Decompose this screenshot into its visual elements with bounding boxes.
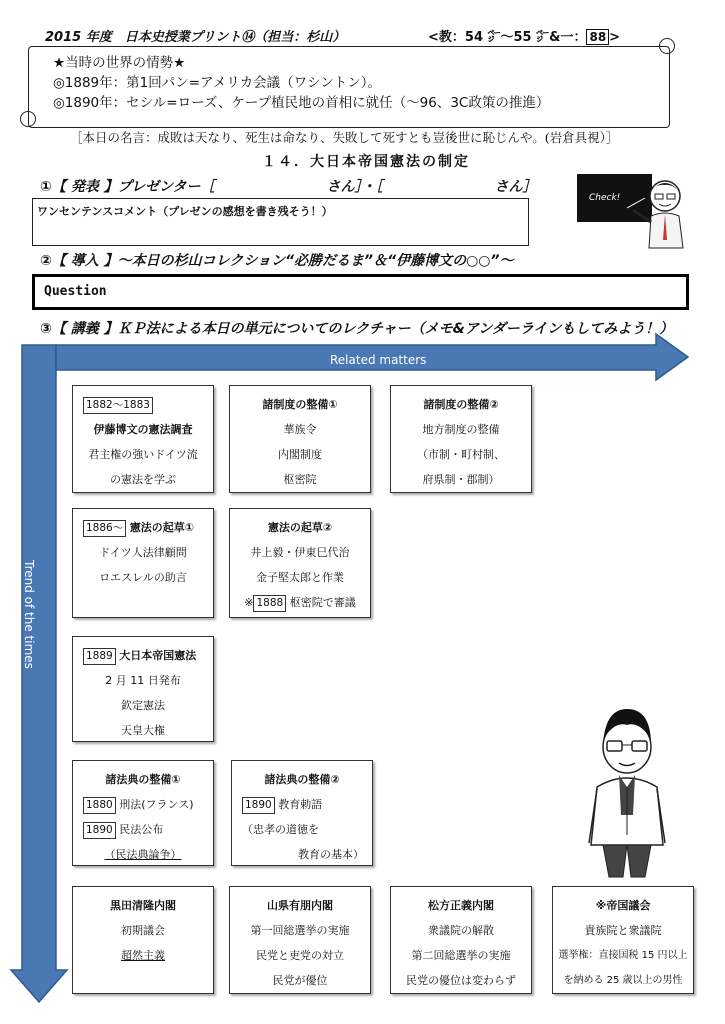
card3-line3: 府県制・郡制） <box>422 473 500 486</box>
card12-title: ※帝国議会 <box>595 899 651 912</box>
card7-line2: 民法公布 <box>119 823 164 836</box>
page-ref-suffix: > <box>609 30 621 45</box>
print-title: 2015 年度 日本史授業プリント⑭（担当：杉山） <box>45 30 346 45</box>
page-title: １４．大日本帝国憲法の制定 <box>262 154 470 170</box>
card-drafting-2 <box>229 508 371 618</box>
world-line-1889: ◎1889年：第1回パン=アメリカ会議（ワシントン）。 <box>53 75 382 91</box>
card4-title: 憲法の起草① <box>129 521 195 534</box>
card-yamagata-cabinet <box>229 886 371 994</box>
card12-line2: 選挙権：直接国税 15 円以上 <box>558 950 688 961</box>
section2-heading: ②【 導入 】～本日の杉山コレクション“必勝だるま”＆“伊藤博文の○○”～ <box>40 253 514 269</box>
card10-line2: 民党と吏党の対立 <box>256 949 344 962</box>
card7-line3: （民法典論争） <box>104 848 182 861</box>
one-sentence-comment-label: ワンセンテンスコメント（プレゼンの感想を書き残そう！） <box>37 205 333 218</box>
card8-line2: （忠孝の道徳を <box>242 823 319 836</box>
trend-arrow-icon <box>11 345 67 1002</box>
card9-title: 黒田清隆内閣 <box>110 899 176 912</box>
card-codes-2 <box>231 760 373 866</box>
card-drafting-1 <box>72 508 214 618</box>
card3-line1: 地方制度の整備 <box>422 423 500 436</box>
section1-heading: ①【 発表 】プレゼンター［ さん］・［ さん］ <box>40 179 537 195</box>
card-kuroda-cabinet <box>72 886 214 994</box>
card-codes-1 <box>72 760 214 866</box>
card5-line3: 枢密院で審議 <box>289 596 356 609</box>
card1-line1: 君主権の強いドイツ流 <box>88 448 198 461</box>
card11-title: 松方正義内閣 <box>428 899 494 912</box>
card3-title: 諸制度の整備② <box>423 398 499 411</box>
card6-line3: 天皇大権 <box>121 724 165 737</box>
card2-line2: 内閣制度 <box>278 448 322 461</box>
world-line-1890: ◎1890年：セシル=ローズ、ケープ植民地の首相に就任（～96、3C政策の推進） <box>53 95 550 111</box>
card4-year: 1886～ <box>83 520 126 537</box>
card-ito-constitution-survey <box>72 385 214 493</box>
card9-line1: 初期議会 <box>121 924 165 937</box>
card5-year: 1888 <box>253 595 286 612</box>
card-matsukata-cabinet <box>390 886 532 994</box>
section3-heading: ③【 講義 】ＫＰ法による本日の単元についてのレクチャー（メモ&アンダーラインもしてみよう！） <box>40 321 674 337</box>
card10-title: 山県有朋内閣 <box>267 899 333 912</box>
world-heading: ★当時の世界の情勢★ <box>53 55 186 71</box>
card8-line3: 教育の基本） <box>298 848 364 861</box>
quote-of-the-day: ［本日の名言：成敗は天なり、死生は命なり、失敗して死すとも豈後世に恥じんや。(岩倉具視）］ <box>70 130 619 145</box>
card8-title: 諸法典の整備② <box>264 773 340 786</box>
card2-line1: 華族令 <box>283 423 317 436</box>
card5-line3-prefix: ※ <box>244 596 254 609</box>
trend-of-times-label: Trend of the times <box>22 560 36 669</box>
card6-year: 1889 <box>83 648 116 665</box>
card1-year: 1882～1883 <box>83 397 153 414</box>
card7-title: 諸法典の整備① <box>105 773 181 786</box>
card6-line1: 2 月 11 日発布 <box>105 674 181 687</box>
card2-title: 諸制度の整備① <box>262 398 338 411</box>
page-ref-box: 88 <box>586 29 609 45</box>
card4-line1: ドイツ人法律顧問 <box>99 546 187 559</box>
card-imperial-diet <box>552 886 694 994</box>
question-label: Question <box>44 284 107 299</box>
teacher-standing-illustration <box>575 705 675 883</box>
card5-line1: 井上毅・伊東巳代治 <box>250 546 350 559</box>
card3-line2: （市制・町村制、 <box>417 448 505 461</box>
card10-line3: 民党が優位 <box>272 974 328 987</box>
card2-line3: 枢密院 <box>283 473 317 486</box>
card-institutions-1 <box>229 385 371 493</box>
card6-title: 大日本帝国憲法 <box>119 649 197 662</box>
card1-title: 伊藤博文の憲法調査 <box>93 423 193 436</box>
card5-line2: 金子堅太郎と作業 <box>256 571 344 584</box>
card-institutions-2 <box>390 385 532 493</box>
card6-line2: 欽定憲法 <box>121 699 165 712</box>
page-ref-prefix: <教：54 ㌻～55 ㌻&一： <box>428 30 587 45</box>
card8-year1: 1890 <box>242 797 275 814</box>
card7-year1: 1880 <box>83 797 116 814</box>
card1-line2: の憲法を学ぶ <box>110 473 176 486</box>
card5-title: 憲法の起草② <box>267 521 333 534</box>
card11-line1: 衆議院の解散 <box>428 924 494 937</box>
related-matters-label: Related matters <box>330 353 427 367</box>
card11-line2: 第二回総選挙の実施 <box>411 949 511 962</box>
card12-line3: を納める 25 歳以上の男性 <box>563 975 683 986</box>
card4-line2: ロエスレルの助言 <box>99 571 187 584</box>
card8-line1: 教育勅語 <box>278 798 323 811</box>
card12-line1: 貴族院と衆議院 <box>584 924 662 937</box>
card-imperial-constitution <box>72 636 214 742</box>
blackboard-text: Check! <box>589 193 621 203</box>
card7-line1: 刑法(フランス) <box>119 798 194 811</box>
card10-line1: 第一回総選挙の実施 <box>250 924 350 937</box>
card11-line3: 民党の優位は変わらず <box>406 974 516 987</box>
card9-line2: 超然主義 <box>121 949 165 962</box>
card7-year2: 1890 <box>83 822 116 839</box>
